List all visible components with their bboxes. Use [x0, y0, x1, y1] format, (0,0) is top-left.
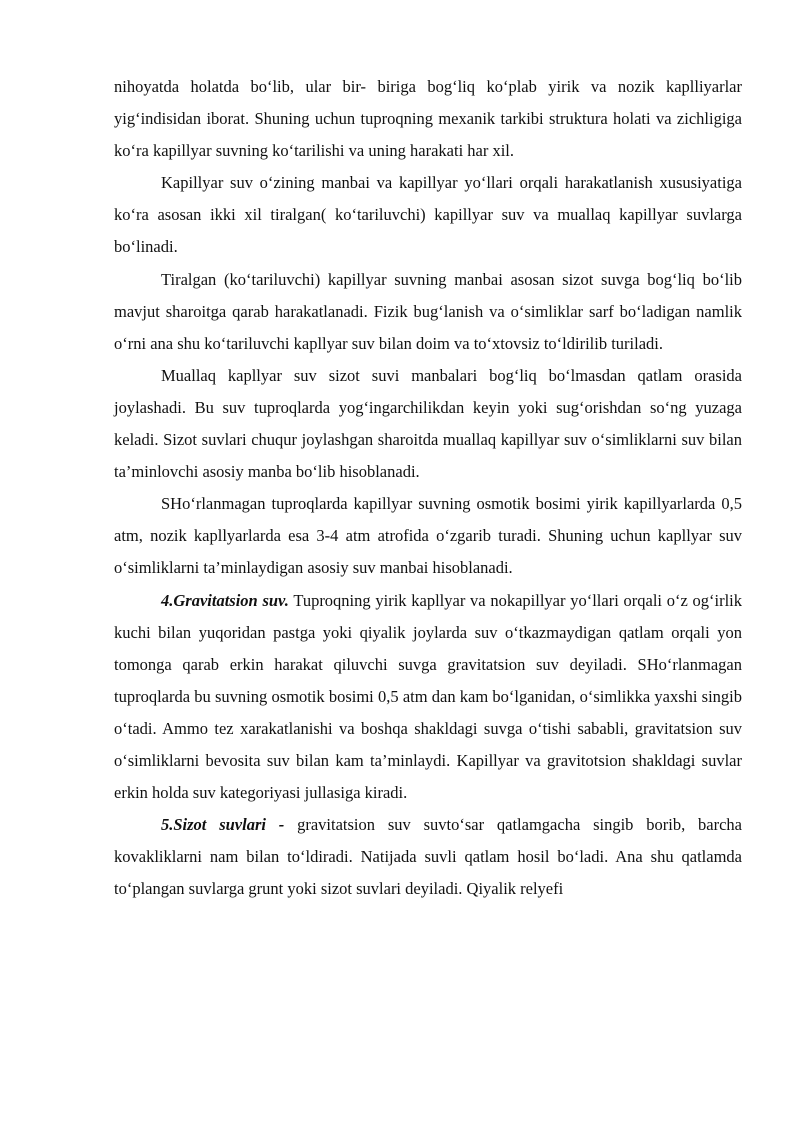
paragraph-capillary-types — [114, 167, 742, 263]
document-page — [114, 71, 742, 905]
paragraph-rising-capillary — [114, 264, 742, 360]
paragraph-text: SHo‘rlanmagan tuproqlarda kapillyar suvning osmotik bosimi yirik kapillyarlarda 0,5 atm, nozik kapllyarlarda esa 3-4 atm atrofida o‘zgarib turadi. Shuning uchun kapllyar suv o‘simliklarni ta’minlaydigan asosiy suv manbai hisoblanadi. — [114, 494, 742, 578]
section-heading-gravitational: 4.Gravitatsion suv. — [161, 590, 289, 610]
paragraph-text: Muallaq kapllyar suv sizot suvi manbalari bog‘liq bo‘lmasdan qatlam orasida joylashadi. Bu suv tuproqlarda yog‘ingarchilikdan keyin yoki sug‘orishdan so‘ng yuzaga keladi. Sizot suvlari chuqur joylashgan sharoitda muallaq kapillyar suv o‘simliklarni suv bilan ta’minlovchi asosiy manba bo‘lib hisoblanadi. — [114, 365, 742, 482]
paragraph-suspended-capillary — [114, 360, 742, 488]
paragraph-osmotic-pressure — [114, 488, 742, 584]
paragraph-text: gravitatsion suv suvto‘sar qatlamgacha singib borib, barcha kovakliklarni nam bilan to‘ldiradi. Natijada suvli qatlam hosil bo‘ladi. Ana shu qatlamda to‘plangan suvlarga grunt yoki sizot suvlari deyiladi. Qiyalik relyefi — [114, 815, 742, 899]
paragraph-groundwater — [114, 809, 742, 905]
section-heading-groundwater: 5.Sizot suvlari - — [161, 815, 285, 835]
paragraph-text: nihoyatda holatda bo‘lib, ular bir- biriga bog‘liq ko‘plab yirik va nozik kaplliyarlar yig‘indisidan iborat. Shuning uchun tuproqning mexanik tarkibi struktura holati va zichligiga ko‘ra kapillyar suvning ko‘tarilishi va uning harakati har xil. — [114, 77, 742, 161]
paragraph-text: Kapillyar suv o‘zining manbai va kapillyar yo‘llari orqali harakatlanish xususiyatiga ko‘ra asosan ikki xil tiralgan( ko‘tariluvchi) kapillyar suv va muallaq kapillyar suvlarga bo‘linadi. — [114, 173, 742, 257]
paragraph-gravitational-water — [114, 585, 742, 810]
paragraph-continuation — [114, 71, 742, 167]
paragraph-text: Tiralgan (ko‘tariluvchi) kapillyar suvning manbai asosan sizot suvga bog‘liq bo‘lib mavjut sharoitga qarab harakatlanadi. Fizik bug‘lanish va o‘simliklar sarf bo‘ladigan namlik o‘rni ana shu ko‘tariluvchi kapllyar suv bilan doim va to‘xtovsiz to‘ldirilib turiladi. — [114, 269, 742, 353]
paragraph-text: Tuproqning yirik kapllyar va nokapillyar yo‘llari orqali o‘z og‘irlik kuchi bilan yuqoridan pastga yoki qiyalik joylarda suv o‘tkazmaydigan qatlam orqali yon tomonga qarab erkin harakat qiluvchi suvga gravitatsion suv deyiladi. SHo‘rlanmagan tuproqlarda bu suvning osmotik bosimi 0,5 atm dan kam bo‘lganidan, o‘simlikka yaxshi singib o‘tadi. Ammo tez xarakatlanishi va boshqa shakldagi suvga o‘tishi sababli, gravitatsion suv o‘simliklarni bevosita suv bilan kam ta’minlaydi. Kapillyar va gravitotsion shakldagi suvlar erkin holda suv kategoriyasi jullasiga kiradi. — [114, 590, 742, 803]
